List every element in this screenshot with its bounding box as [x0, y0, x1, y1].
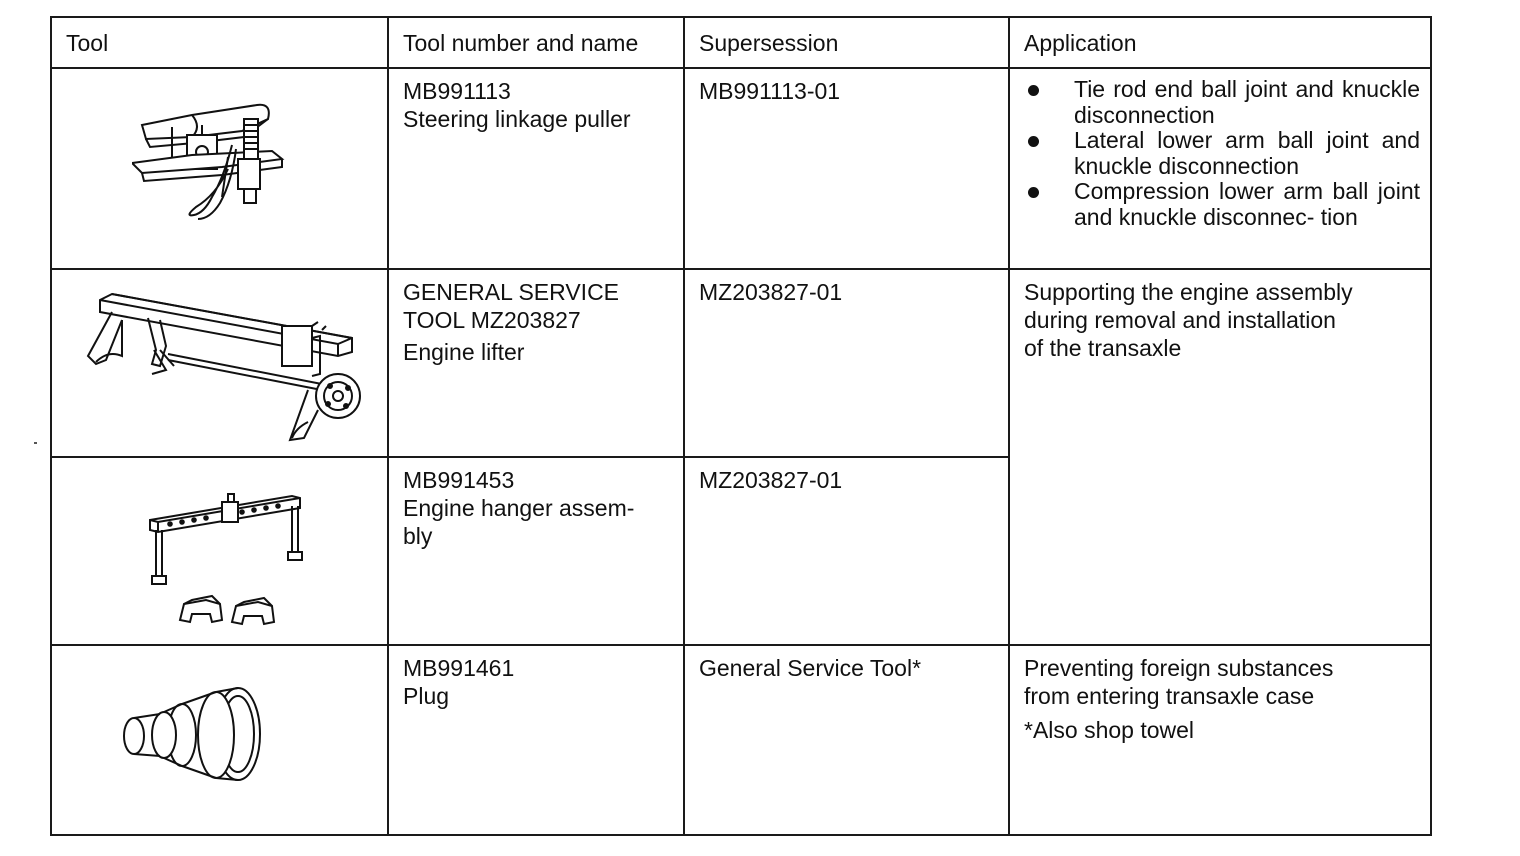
bullet-icon — [1028, 85, 1039, 96]
tool-number-cell — [388, 68, 684, 269]
header-application: Application — [1009, 17, 1431, 68]
application-line: of the transaxle — [1024, 335, 1182, 361]
application-line: from entering transaxle case — [1024, 683, 1315, 709]
tool-cell — [51, 269, 388, 457]
tool-number-line: GENERAL SERVICE — [403, 279, 620, 305]
tool-number-line: TOOL MZ203827 — [403, 307, 581, 333]
tool-name: bly — [403, 523, 433, 549]
tool-number-cell — [388, 269, 684, 457]
supersession-cell — [684, 645, 1009, 835]
table-row — [51, 645, 1431, 835]
application-cell — [1009, 269, 1431, 645]
supersession-value: MB991113-01 — [699, 78, 841, 104]
table-header-row — [51, 17, 1431, 68]
application-note: *Also shop towel — [1024, 717, 1195, 743]
supersession-value: General Service Tool* — [699, 655, 922, 681]
application-line: Preventing foreign substances — [1024, 655, 1334, 681]
application-cell — [1009, 645, 1431, 835]
supersession-cell — [684, 269, 1009, 457]
application-cell — [1009, 68, 1431, 269]
engine-hanger-assembly-illustration — [142, 480, 322, 640]
tool-number: MB991113 — [403, 78, 511, 104]
tool-name: Engine lifter — [403, 339, 525, 365]
tool-name: Steering linkage puller — [403, 106, 631, 132]
steering-linkage-puller-illustration — [132, 97, 312, 237]
supersession-cell — [684, 457, 1009, 645]
header-tool: Tool — [51, 17, 388, 68]
tool-cell — [51, 457, 388, 645]
tool-number: MB991453 — [403, 467, 515, 493]
tool-cell — [51, 645, 388, 835]
tool-name: Engine hanger assem- — [403, 495, 635, 521]
special-tools-table — [50, 16, 1432, 836]
header-tool-number-and-name: Tool number and name — [388, 17, 684, 68]
tool-number: MB991461 — [403, 655, 515, 681]
application-line: Supporting the engine assembly — [1024, 279, 1353, 305]
supersession-cell — [684, 68, 1009, 269]
tool-name: Plug — [403, 683, 450, 709]
table-row — [51, 269, 1431, 457]
supersession-value: MZ203827-01 — [699, 279, 843, 305]
supersession-value: MZ203827-01 — [699, 467, 843, 493]
list-item: Compression lower arm ball joint and knuckle disconnec- tion — [1024, 179, 1420, 230]
list-item: Lateral lower arm ball joint and knuckle disconnection — [1024, 128, 1420, 179]
application-bullet-list — [1024, 77, 1420, 230]
bullet-icon — [1028, 136, 1039, 147]
tool-number-cell — [388, 645, 684, 835]
bullet-icon — [1028, 187, 1039, 198]
scan-speck — [34, 442, 37, 444]
list-item: Tie rod end ball joint and knuckle disconnection — [1024, 77, 1420, 128]
application-line: during removal and installation — [1024, 307, 1336, 333]
tool-cell — [51, 68, 388, 269]
tool-number-cell — [388, 457, 684, 645]
engine-lifter-illustration — [82, 290, 372, 450]
header-supersession: Supersession — [684, 17, 1009, 68]
plug-illustration — [120, 682, 280, 802]
table-row — [51, 68, 1431, 269]
